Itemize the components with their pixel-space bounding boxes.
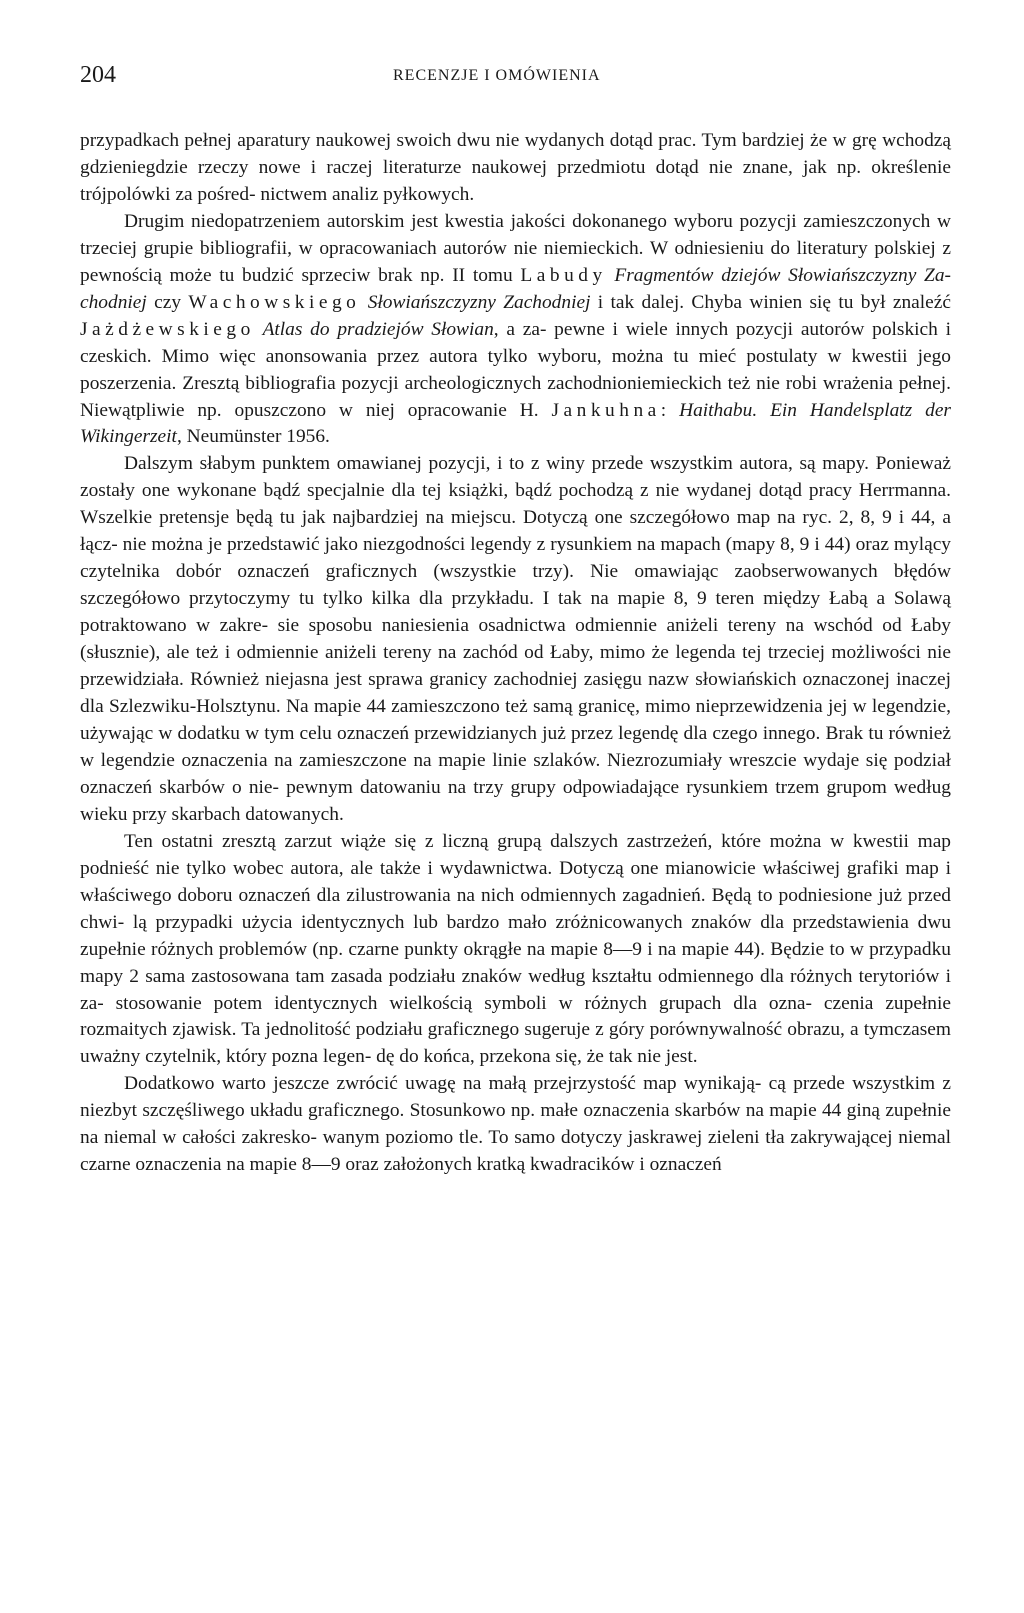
body-paragraph: Ten ostatni zresztą zarzut wiąże się z liczną grupą dalszych zastrzeżeń, które można w kwestii map podnieść nie tylko wobec autora, ale także i wydawnictwa. Dotyczą one mianowicie właściwej grafiki map i właściwego doboru oznaczeń dla zilustrowania na nich odmiennych zagadnień. Będą to podniesione już przed chwi- lą przypadki użycia identycznych lub bardzo mało zróżnicowanych znaków dla przedstawienia dwu zupełnie różnych problemów (np. czarne punkty okrągłe na mapie 8—9 i na mapie 44). Będzie to w przypadku mapy 2 sama zastosowana tam zasada podziału znaków według kształtu odmiennego dla różnych terytoriów i za- stosowanie potem identycznych wielkością symboli w różnych grupach dla ozna- czenia zupełnie rozmaitych zjawisk. Ta jednolitość podziału graficznego sugeruje z góry porównywalność obrazu, a tymczasem uważny czytelnik, który pozna legen- dę do końca, przekona się, że tak nie jest.	[80, 830, 951, 1068]
page-body	[80, 128, 951, 1179]
page-number: 204	[80, 62, 116, 88]
body-paragraph: przypadkach pełnej aparatury naukowej swoich dwu nie wydanych dotąd prac. Tym bardziej że w grę wchodzą gdzieniegdzie rzeczy nowe i raczej literaturze naukowej przedmiotu dotąd nie znane, jak np. określenie trójpolówki za pośred- nictwem analiz pyłkowych.	[80, 130, 951, 205]
page-header	[80, 62, 952, 102]
body-paragraph: Drugim niedopatrzeniem autorskim jest kwestia jakości dokonanego wyboru pozycji zamieszczonych w trzeciej grupie bibliografii, w opracowaniach autorów nie niemieckich. W odniesieniu do literatury polskiej z pewnością może tu budzić sprzeciw brak np. II tomu Labudy Fragmentów dziejów Słowiańszczyzny Za- chodniej czy Wachowskiego Słowiańszczyzny Zachodniej i tak dalej. Chyba winien się tu był znaleźć Jażdżewskiego Atlas do pradziejów Słowian, a za- pewne i wiele innych pozycji autorów polskich i czeskich. Mimo więc anonsowania przez autora tylko wyboru, można tu mieć postulaty w kwestii jego poszerzenia. Zresztą bibliografia pozycji archeologicznych zachodnioniemieckich też nie robi wrażenia pełnej. Niewątpliwie np. opuszczono w niej opracowanie H. Jankuhna: Haithabu. Ein Handelsplatz der Wikingerzeit, Neumünster 1956.	[80, 210, 951, 448]
body-paragraph: Dalszym słabym punktem omawianej pozycji, i to z winy przede wszystkim autora, są mapy. Ponieważ zostały one wykonane bądź specjalnie dla tej książki, bądź pochodzą z nie wydanej dotąd pracy Herrmanna. Wszelkie pretensje będą tu jak najbardziej na miejscu. Dotyczą one szczegółowo map na ryc. 2, 8, 9 i 44, a łącz- nie można je przedstawić jako niezgodności legendy z rysunkiem na mapach (mapy 8, 9 i 44) oraz mylący czytelnika dobór oznaczeń graficznych (wszystkie trzy). Nie omawiając zaobserwowanych błędów szczegółowo przytoczymy tu tylko kilka dla przykładu. I tak na mapie 8, 9 teren między Łabą a Solawą potraktowano w zakre- sie sposobu naniesienia osadnictwa odmiennie aniżeli tereny na wschód od Łaby (słusznie), ale też i odmiennie aniżeli tereny na zachód od Łaby, mimo że legenda tej trzeciej możliwości nie przewidziała. Również niejasna jest sprawa granicy zachodniej zasięgu nazw słowiańskich oznaczonej inaczej dla Szlezwiku-Holsztynu. Na mapie 44 zamieszczono też samą granicę, mimo nieprzewidzenia jej w legendzie, używając w dodatku w tym celu oznaczeń przewidzianych już przez legendę dla czego innego. Brak tu również w legendzie oznaczenia na zamieszczone na mapie linie szlaków. Niezrozumiały wreszcie wydaje się podział oznaczeń skarbów o nie- pewnym datowaniu na trzy grupy odpowiadające rysunkiem trzem grupom według wieku przy skarbach datowanych.	[80, 453, 951, 825]
body-paragraph: Dodatkowo warto jeszcze zwrócić uwagę na małą przejrzystość map wynikają- cą przede wszystkim z niezbyt szczęśliwego układu graficznego. Stosunkowo np. małe oznaczenia skarbów na mapie 44 giną zupełnie na niemal w całości zakresko- wanym poziomo tle. To samo dotyczy jaskrawej zieleni tła zakrywającej niemal czarne oznaczenia na mapie 8—9 oraz założonych kratką kwadracików i oznaczeń	[80, 1073, 951, 1176]
running-head: RECENZJE I OMÓWIENIA	[393, 67, 601, 84]
